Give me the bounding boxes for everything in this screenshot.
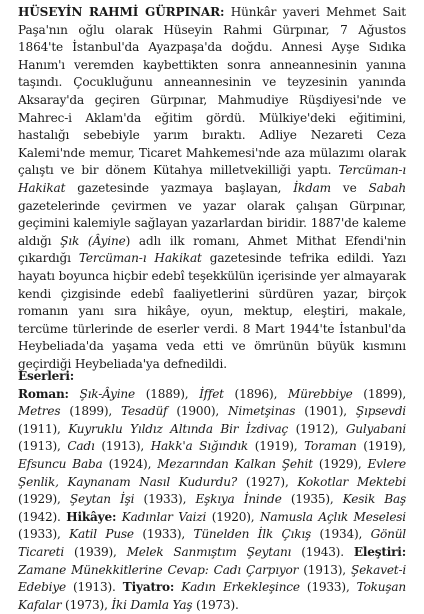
bio-text: ve [330,180,369,195]
work-title: Hakk'a Sığındık [150,439,249,454]
work-title: Kokotlar Mektebi [297,474,407,489]
work-title: Tokuşan Kafalar [18,580,407,612]
work-title: Toraman [304,439,357,454]
work-title: Tesadüf [121,404,168,419]
work-year: (1913) [101,439,141,454]
bio-italic-newspaper: Tercüman-ı Hakikat [18,163,406,195]
work-title: Eşkıya İninde [195,492,282,507]
work-year: (1929) [18,492,58,507]
work-title: Melek Sanmıştım Şeytanı [126,544,292,559]
work-title: Kuyruklu Yıldız Altında Bir İzdivaç [68,421,289,436]
work-year: (1911) [18,421,58,436]
work-year: (1901) [304,404,344,419]
work-title: Tünelden İlk Çıkış [193,527,312,542]
work-title: İffet [199,386,224,401]
author-name: HÜSEYİN RAHMİ GÜRPINAR: [18,5,225,19]
work-year: (1913) [73,580,113,595]
work-title: Evlere Şenlik, Kaynanam Nasıl Kudurdu? [18,456,406,489]
bio-italic-novel: Şık (Âyine [60,233,126,248]
work-year: (1913) [18,439,58,454]
work-year: (1933) [142,527,182,542]
work-title: Kadınlar Vaizi [121,509,207,524]
roman-list: Şık-Âyine (1889), İffet (1896), Mürebbiye (1899), Metres (1899), Tesadüf (1900), Nimetşinas (1901), Şıpsevdi (1911), Kuyruklu Yıldız Altında Bir İzdivaç (1912), Gulyabani (1913), Cadı (1913), Hakk'a Sığındık (1919), Toraman (1919), Efsuncu Baba (1924), Mezarından Kalkan Şehit (1929), Evlere Şenlik, Kaynanam Nasıl Kudurdu? (1927), Kokotlar Mektebi (1929), Şeytan İşi (1933), Eşkıya İninde (1935), Kesik Baş (1942). [18,386,407,524]
work-title: Şekavet-i Edebiye [18,562,406,595]
work-year: (1933) [18,527,58,542]
work-title: Gönül Ticareti [18,527,406,559]
bio-text: gazetelerinde çevirmen ve yazar olarak çalışan Gürpınar, geçimini kalemiyle sağlayan yazarlardan biridir. 1887'de kaleme aldığı [18,198,406,248]
work-year: (1899) [69,404,109,419]
works-list [18,386,406,614]
biography-paragraph [18,4,406,373]
category-label-hikaye: Hikâye: [66,509,117,524]
work-year: (1889) [145,386,185,401]
work-title: Şıpsevdi [355,404,406,419]
bio-italic-newspaper: Sabah [368,180,406,195]
work-title: Zamane Münekkitlerine Cevap: Cadı Çarpıyor [18,562,299,577]
work-title: Katil Puse [69,527,134,542]
works-heading: Eserleri: [18,369,75,383]
work-title: Cadı [67,439,95,454]
work-title: Namusla Açlık Meselesi [259,509,406,524]
work-year: (1899) [363,386,403,401]
bio-italic-newspaper: İkdam [293,180,331,195]
work-year: (1934) [319,527,359,542]
work-year: (1900) [176,404,216,419]
category-label-elestiri: Eleştiri: [353,544,406,559]
work-title: Mezarından Kalkan Şehit [157,456,313,471]
work-year: (1920) [211,509,251,524]
work-title: Şık-Âyine [79,386,135,401]
hikaye-list: Kadınlar Vaizi (1920), Namusla Açlık Meselesi (1933), Katil Puse (1933), Tünelden İlk Çıkış (1934), Gönül Ticareti (1939), Melek Sanmıştım Şeytanı (1943). [18,509,406,559]
category-label-roman: Roman: [18,386,69,401]
work-year: (1939) [73,544,113,559]
work-year: (1933) [306,580,346,595]
work-year: (1913) [303,562,343,577]
work-title: İki Damla Yaş [111,597,193,612]
work-title: Mürebbiye [287,386,353,401]
work-title: Nimetşinas [227,404,296,419]
work-year: (1919) [254,439,294,454]
work-title: Şeytan İşi [69,492,135,507]
work-year: (1973) [196,597,236,612]
bio-italic-newspaper: Tercüman-ı Hakikat [78,251,202,266]
work-title: Efsuncu Baba [18,456,103,471]
work-title: Gulyabani [345,421,406,436]
work-year: (1943) [301,544,341,559]
work-title: Kesik Baş [342,492,406,507]
work-year: (1924) [108,456,148,471]
elestiri-list: Zamane Münekkitlerine Cevap: Cadı Çarpıyor (1913), Şekavet-i Edebiye (1913). [18,562,406,595]
bio-text: Hünkâr yaveri Mehmet Sait Paşa'nın oğlu olarak Hüseyin Rahmi Gürpınar, 7 Ağustos 1864'te İstanbul'da Ayazpaşa'da doğdu. Annesi Ayşe Sıdıka Hanım'ı veremden kaybettikten sonra anneannesinin yanına taşındı. Çocukluğunu anneannesinin ve teyzesinin yanında Aksaray'da geçiren Gürpınar, Mahmudiye Rüşdiyesi'nde ve Mahrec-i Aklam'da eğitim gördü. Mülkiye'deki eğitimini, hastalığı sebebiyle yarım bıraktı. Adliye Nezareti Ceza Kalemi'nde memur, Ticaret Mahkemesi'nde aza mülazımı olarak çalıştı ve bir dönem Kütahya milletvekilliği yaptı. [18,5,407,178]
work-title: Metres [18,404,61,419]
work-year: (1973) [65,597,105,612]
bio-text: ) adlı ilk romanı, Ahmet Mithat Efendi'nin çıkardığı [18,233,406,266]
work-year: (1935) [290,492,330,507]
work-title: Kadın Erkekleşince [181,580,300,595]
bio-text: gazetesinde tefrika edildi. Yazı hayatı boyunca hiçbir edebî teşekkülün içerisinde yer almayarak kendi çizgisinde edebî faaliyetlerini sürdüren yazar, birçok romanın yanı sıra hikâye, oyun, mektup, eleştiri, makale, tercüme türlerinde de eserler verdi. 8 Mart 1944'te İstanbul'da Heybeliada'da yaşama veda etti ve ömrünün büyük kısmını geçirdiği Heybeliada'ya defnedildi. [18,251,406,371]
tiyatro-list: Kadın Erkekleşince (1933), Tokuşan Kafalar (1973), İki Damla Yaş (1973). [18,580,407,612]
work-year: (1919) [363,439,403,454]
work-year: (1927) [245,474,285,489]
work-year: (1929) [318,456,358,471]
bio-text: gazetesinde yazmaya başlayan, [65,180,294,195]
work-year: (1896) [234,386,274,401]
category-label-tiyatro: Tiyatro: [122,580,175,595]
work-year: (1942) [18,509,58,524]
works-section [18,368,406,614]
work-year: (1933) [143,492,183,507]
work-year: (1912) [295,421,335,436]
